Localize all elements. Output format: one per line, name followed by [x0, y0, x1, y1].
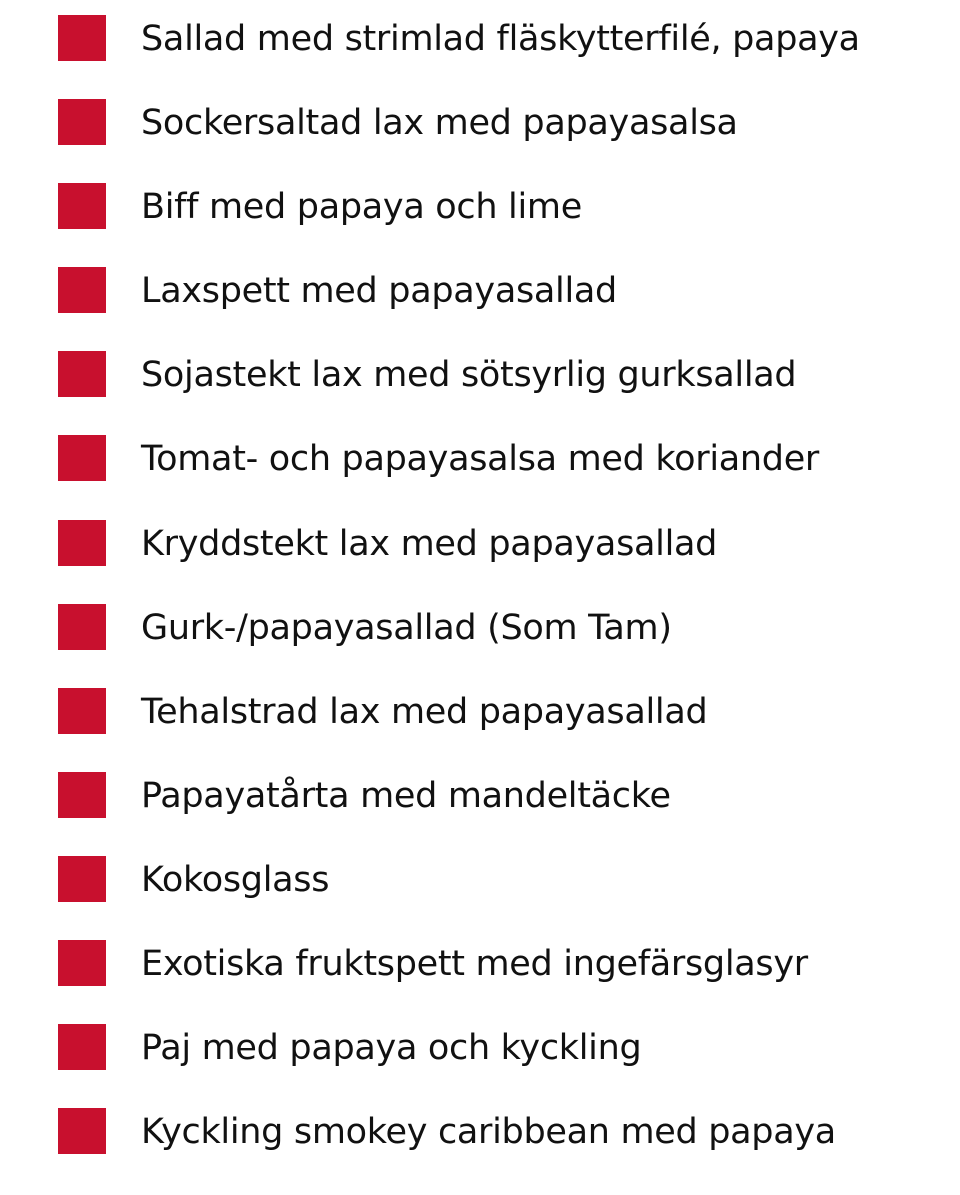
bullet-square-icon [58, 99, 106, 145]
list-item [58, 856, 948, 940]
bullet-square-icon [58, 267, 106, 313]
recipe-label: Sojastekt lax med sötsyrlig gurksallad [141, 355, 797, 396]
bullet-square-icon [58, 183, 106, 229]
bullet-square-icon [58, 435, 106, 481]
list-item [58, 435, 948, 519]
bullet-square-icon [58, 688, 106, 734]
list-item [58, 940, 948, 1024]
recipe-label: Gurk-/papayasallad (Som Tam) [141, 607, 672, 648]
recipe-label: Kyckling smokey caribbean med papaya [141, 1112, 836, 1153]
list-item [58, 772, 948, 856]
recipe-label: Kryddstekt lax med papayasallad [141, 523, 718, 564]
bullet-square-icon [58, 1108, 106, 1154]
list-item [58, 267, 948, 351]
bullet-square-icon [58, 604, 106, 650]
recipe-label: Papayatårta med mandeltäcke [141, 775, 671, 816]
bullet-square-icon [58, 856, 106, 902]
list-item [58, 1108, 948, 1192]
bullet-square-icon [58, 772, 106, 818]
recipe-label: Sockersaltad lax med papayasalsa [141, 103, 738, 144]
recipe-label: Exotiska fruktspett med ingefärsglasyr [141, 944, 808, 985]
recipe-label: Biff med papaya och lime [141, 187, 582, 228]
recipe-label: Sallad med strimlad fläskytterfilé, papaya [141, 19, 860, 59]
list-item [58, 688, 948, 772]
recipe-label: Paj med papaya och kyckling [141, 1028, 642, 1069]
list-item [58, 1024, 948, 1108]
bullet-square-icon [58, 940, 106, 986]
list-item [58, 604, 948, 688]
list-item [58, 99, 948, 183]
recipe-label: Laxspett med papayasallad [141, 271, 617, 312]
recipe-list [58, 15, 948, 1192]
bullet-square-icon [58, 520, 106, 566]
list-item [58, 183, 948, 267]
list-item [58, 520, 948, 604]
list-item [58, 351, 948, 435]
bullet-square-icon [58, 15, 106, 61]
recipe-label: Tomat- och papayasalsa med koriander [141, 439, 820, 480]
list-item [58, 15, 948, 99]
bullet-square-icon [58, 1024, 106, 1070]
recipe-label: Kokosglass [141, 859, 330, 900]
recipe-label: Tehalstrad lax med papayasallad [141, 691, 708, 732]
bullet-square-icon [58, 351, 106, 397]
